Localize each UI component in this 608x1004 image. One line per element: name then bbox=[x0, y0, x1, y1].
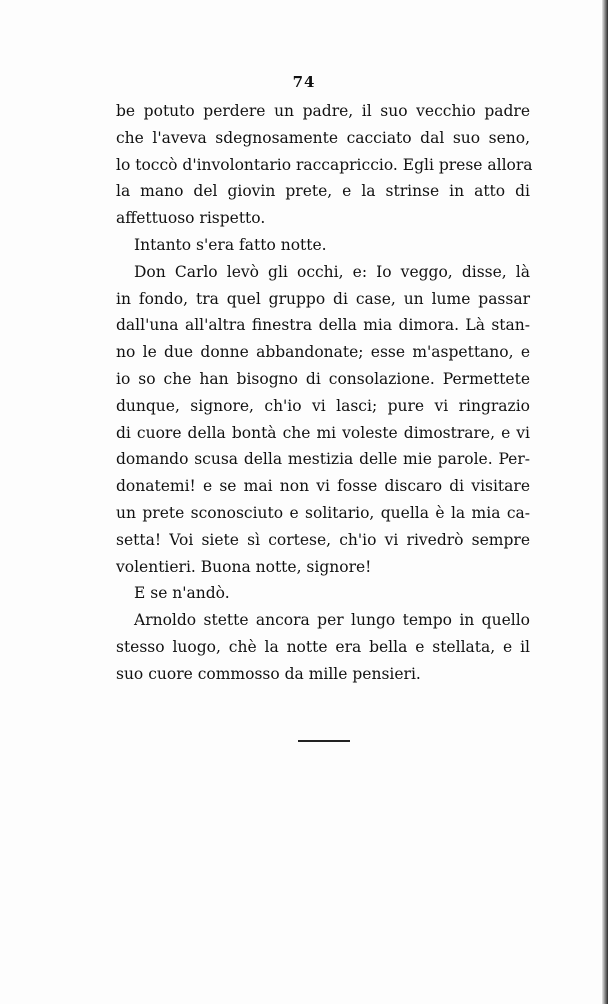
text-line: E se n'andò. bbox=[134, 584, 230, 603]
text-line: Arnoldo stette ancora per lungo tempo in quello bbox=[134, 611, 530, 630]
text-line: no le due donne abbandonate; esse m'aspettano, e bbox=[116, 343, 530, 362]
text-line: la mano del giovin prete, e la strinse in atto di bbox=[116, 182, 530, 201]
text-line: Intanto s'era fatto notte. bbox=[134, 235, 327, 254]
text-line: suo cuore commosso da mille pensieri. bbox=[116, 664, 421, 683]
text-line: donatemi! e se mai non vi fosse discaro di visitare bbox=[116, 477, 530, 496]
text-line: stesso luogo, chè la notte era bella e stellata, e il bbox=[116, 637, 530, 656]
text-line: di cuore della bontà che mi voleste dimostrare, e vi bbox=[116, 423, 530, 442]
text-line: Don Carlo levò gli occhi, e: Io veggo, disse, là bbox=[134, 262, 530, 281]
body-text bbox=[116, 98, 533, 688]
text-line: domando scusa della mestizia delle mie parole. Per- bbox=[116, 450, 530, 469]
text-line: dunque, signore, ch'io vi lasci; pure vi ringrazio bbox=[116, 396, 530, 415]
page-edge-shadow bbox=[602, 0, 608, 1004]
text-line: lo toccò d'involontario raccapriccio. Egli prese allora bbox=[116, 155, 533, 174]
text-line: un prete sconosciuto e solitario, quella è la mia ca- bbox=[116, 503, 530, 522]
text-line: volentieri. Buona notte, signore! bbox=[116, 557, 372, 576]
text-line: che l'aveva sdegnosamente cacciato dal suo seno, bbox=[116, 128, 530, 147]
text-line: be potuto perdere un padre, il suo vecchio padre bbox=[116, 102, 530, 120]
text-line: dall'una all'altra finestra della mia dimora. Là stan- bbox=[116, 316, 530, 335]
text-line: setta! Voi siete sì cortese, ch'io vi rivedrò sempre bbox=[116, 530, 530, 549]
text-line: io so che han bisogno di consolazione. Permettete bbox=[116, 369, 530, 388]
text-line: in fondo, tra quel gruppo di case, un lume passar bbox=[116, 289, 530, 308]
page-number: 74 bbox=[292, 73, 316, 91]
text-line: affettuoso rispetto. bbox=[116, 209, 266, 228]
end-rule bbox=[298, 740, 350, 742]
